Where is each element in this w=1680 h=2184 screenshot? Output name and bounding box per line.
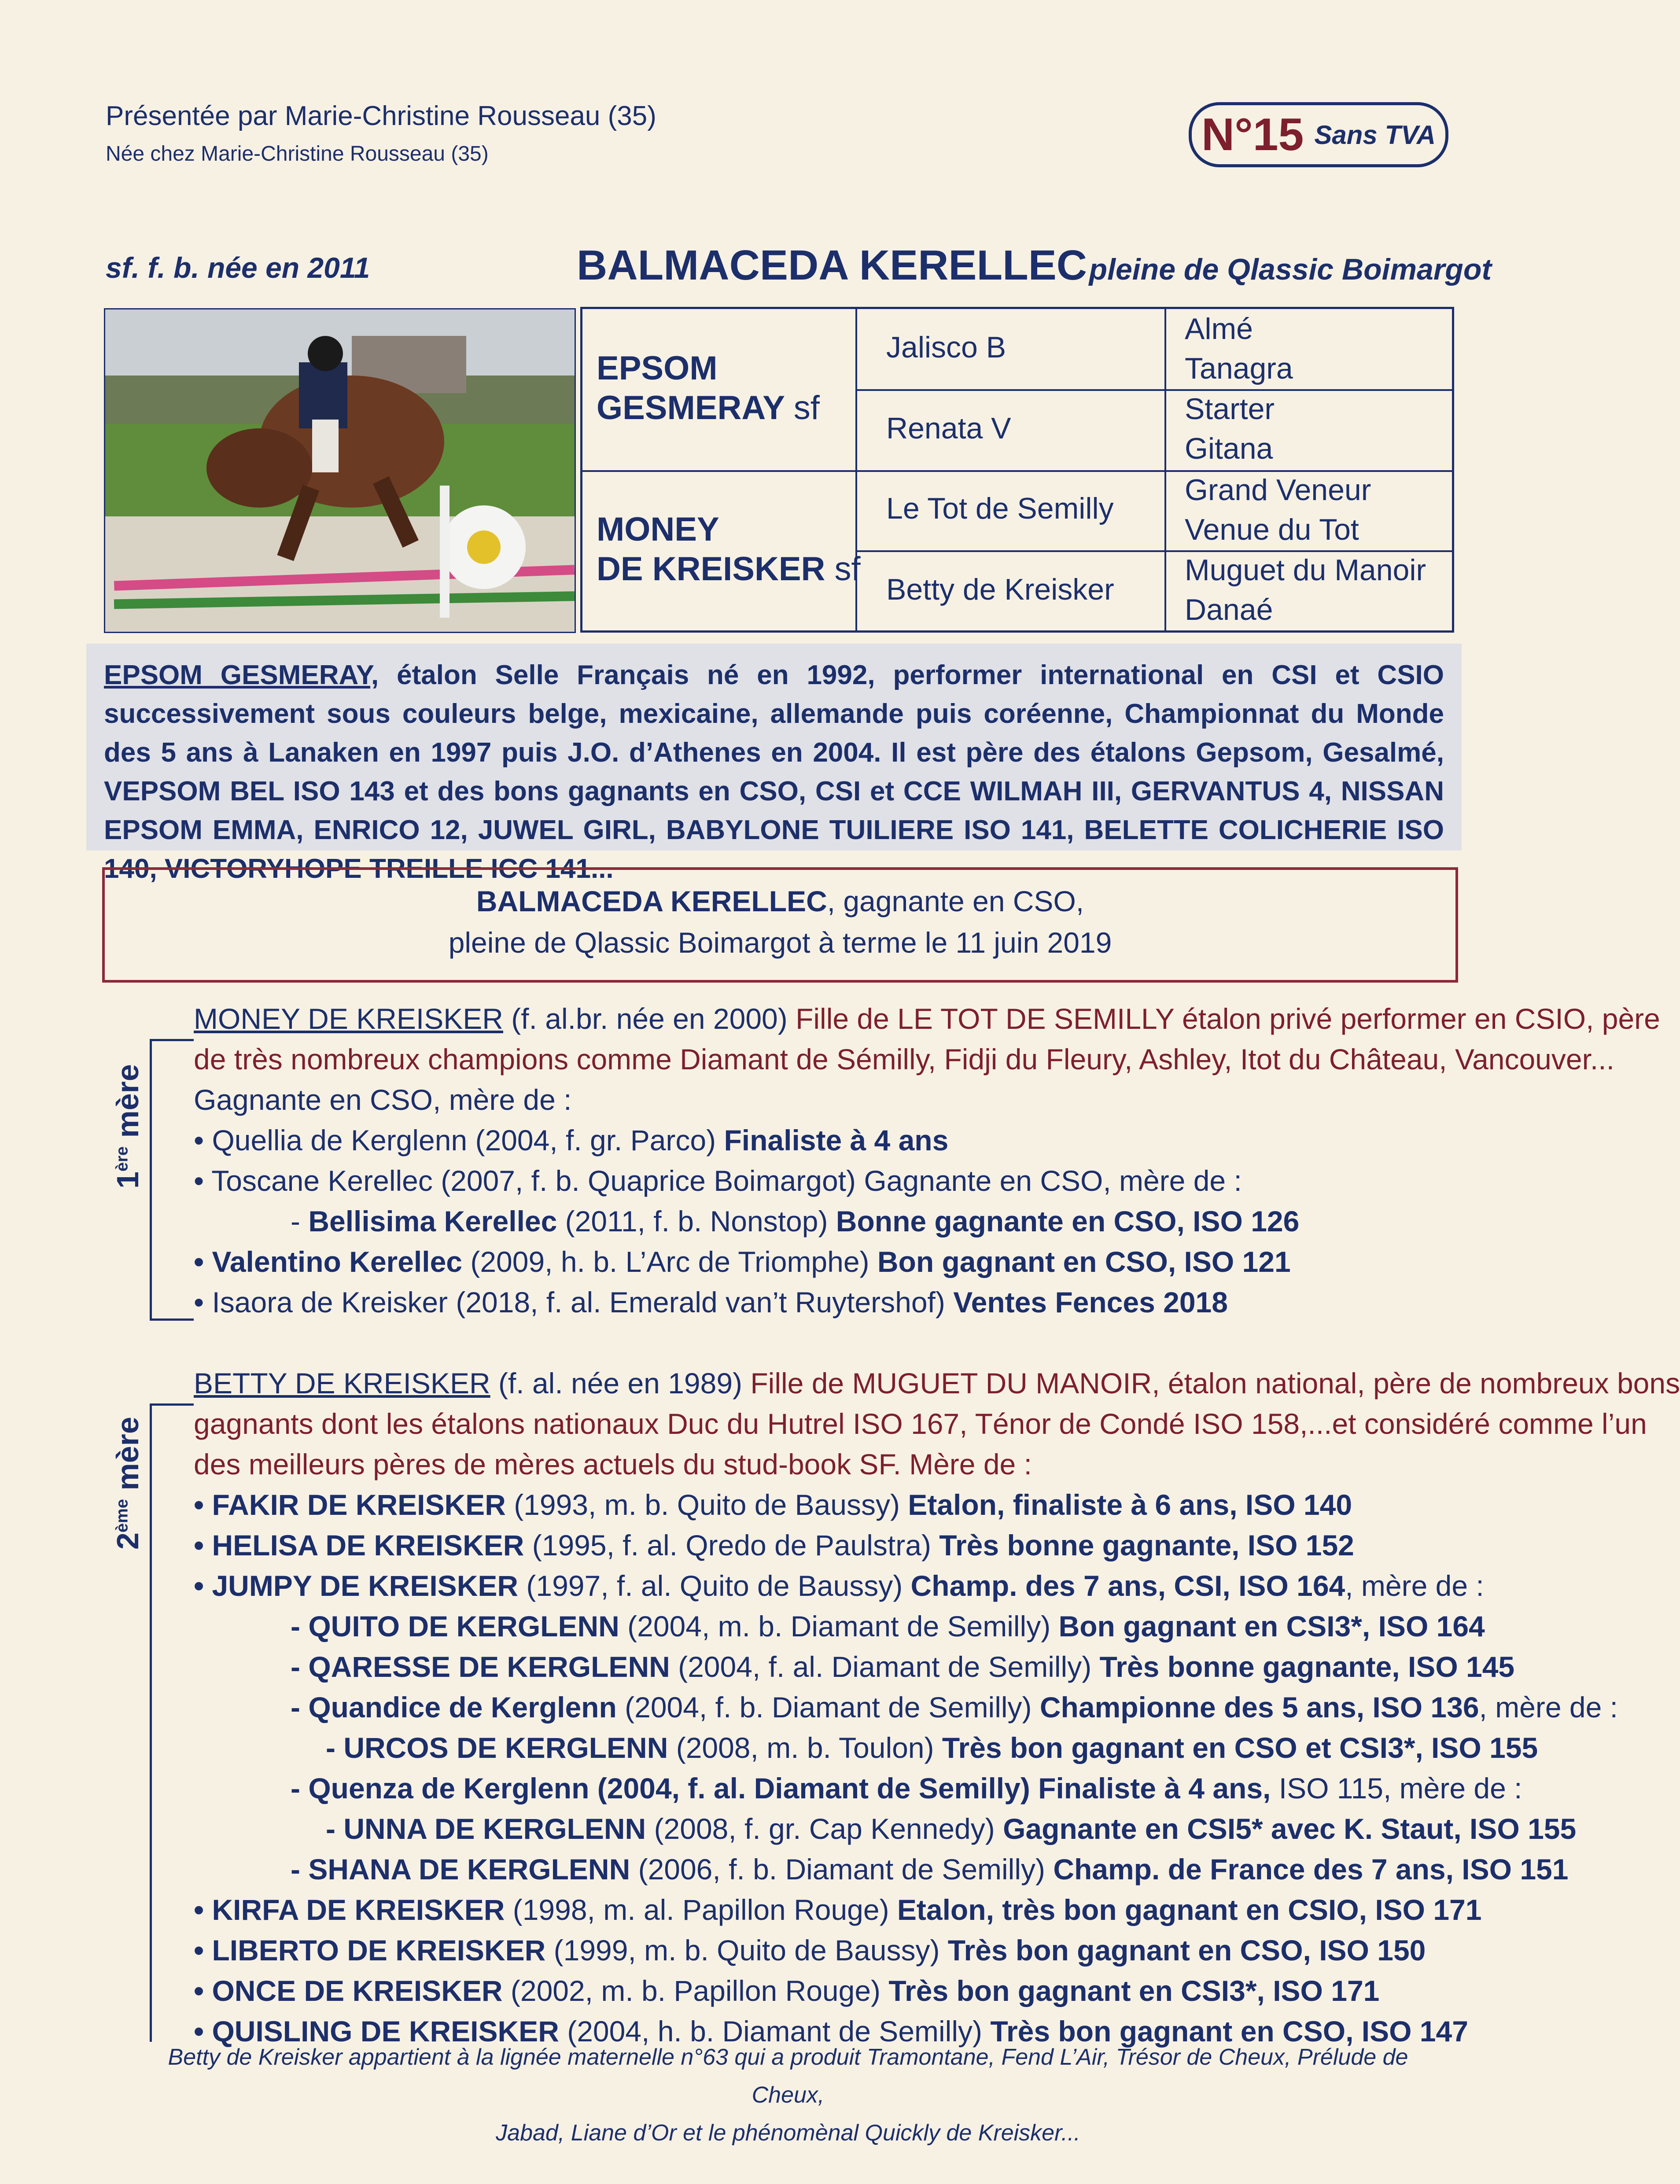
offspring-b: (2002, m. b. Papillon Rouge) xyxy=(502,1974,889,2007)
horse-name: BALMACEDA KERELLEC xyxy=(577,242,1087,289)
pedigree-ggp-2: Tanagra xyxy=(1185,352,1293,385)
sire-info-line-4: CSI et CCE WILMAH III, GERVANTUS 4, NISSAN EPSOM EMMA, ENRICO 12, JUWEL GIRL, BABYLONE TUILIERE ISO xyxy=(104,776,1444,845)
offspring-c: Finaliste à 4 ans, xyxy=(1038,1772,1271,1805)
offspring-a: • HELISA DE KREISKER xyxy=(194,1529,524,1562)
offspring-a: - QARESSE DE KERGLENN xyxy=(291,1650,670,1683)
pedigree-gp-1: Jalisco B xyxy=(886,331,1006,364)
result-line-1 xyxy=(105,880,1455,922)
offspring-c: Très bonne gagnante, ISO 145 xyxy=(1099,1650,1515,1683)
pedigree-ggp-3: Starter xyxy=(1185,392,1275,426)
sire-info-line-5: 141, BELETTE COLICHERIE ISO 140, VICTORYHOPE TREILLE ICC 141... xyxy=(104,815,1444,884)
second-dam-offspring-row xyxy=(291,1687,1618,1727)
footer-line-2: Jabad, Liane d’Or et le phénomènal Quickly de Kreisker... xyxy=(496,2120,1080,2146)
offspring-c: Championne des 5 ans, ISO 136 xyxy=(1039,1691,1479,1724)
lot-tax: Sans TVA xyxy=(1314,120,1436,150)
lot-badge xyxy=(1189,102,1448,167)
second-dam-offspring-row xyxy=(194,1525,1354,1565)
offspring-a: - UNNA DE KERGLENN xyxy=(326,1812,646,1845)
offspring-a: - Quenza de Kerglenn (2004, f. al. Diamant de Semilly) xyxy=(291,1772,1039,1805)
offspring-c: Très bon gagnant en CSO, ISO 150 xyxy=(947,1934,1426,1967)
maternal-line-note xyxy=(150,2038,1426,2152)
pedigree-ggp-5: Grand Veneur xyxy=(1185,473,1371,507)
second-dam-label: 2ème mère xyxy=(111,1417,145,1550)
lot-number: N°15 xyxy=(1201,109,1304,160)
offspring-c: Etalon, très bon gagnant en CSIO, ISO 171 xyxy=(897,1893,1482,1926)
offspring-c: Très bon gagnant en CSO, ISO 147 xyxy=(990,2015,1468,2048)
second-dam-line-3: des meilleurs pères de mères actuels du stud-book SF. Mère de : xyxy=(194,1448,1032,1481)
result-name: BALMACEDA KERELLEC xyxy=(476,885,827,917)
horse-subtitle: pleine de Qlassic Boimargot xyxy=(1089,253,1492,286)
offspring-b: (2008, f. gr. Cap Kennedy) xyxy=(646,1812,1003,1845)
first-dam-line-2: de très nombreux champions comme Diamant de Sémilly, Fidji du Fleury, Ashley, Itot du Château, Vancouver... xyxy=(194,1043,1614,1075)
second-dam-offspring-row xyxy=(291,1646,1514,1687)
first-dam-line-8: • Isaora de Kreisker (2018, f. al. Emerald van’t Ruytershof) Ventes Fences 2018 xyxy=(194,1286,1228,1319)
first-dam-section xyxy=(194,998,1660,1351)
offspring-b: (1997, f. al. Quito de Baussy) xyxy=(518,1569,911,1602)
first-dam-line-3: Gagnante en CSO, mère de : xyxy=(194,1083,572,1116)
pedigree-table xyxy=(580,307,1454,633)
second-dam-offspring-row xyxy=(291,1606,1485,1646)
offspring-a: • FAKIR DE KREISKER xyxy=(194,1488,506,1521)
first-dam-line-1: MONEY DE KREISKER (f. al.br. née en 2000) Fille de LE TOT DE SEMILLY étalon privé performer en CSIO, père xyxy=(194,1002,1660,1035)
pedigree-ggp-6: Venue du Tot xyxy=(1185,513,1359,546)
result-box xyxy=(102,867,1458,983)
presented-by: Présentée par Marie-Christine Rousseau (35) xyxy=(106,101,656,131)
first-dam-bracket-bottom xyxy=(150,1319,194,1321)
second-dam-line-1: BETTY DE KREISKER (f. al. née en 1989) Fille de MUGUET DU MANOIR, étalon national, père de nombreux bons xyxy=(194,1367,1680,1400)
offspring-b: (2006, f. b. Diamant de Semilly) xyxy=(630,1853,1054,1886)
sire-name: EPSOM GESMERAY sf xyxy=(597,350,820,427)
dam-name: MONEY DE KREISKER sf xyxy=(597,511,861,588)
footer-line-1: Betty de Kreisker appartient à la lignée maternelle n°63 qui a produit Tramontane, Fend L’Air, Trésor de Cheux, Prélude de Cheux, xyxy=(168,2044,1408,2108)
sire-info-line-2: couleurs belge, mexicaine, allemande puis coréenne, Championnat du Monde des 5 ans à Lanaken en 1997 puis J.O. xyxy=(104,699,1444,768)
second-dam-offspring-row xyxy=(326,1808,1576,1849)
offspring-c: Etalon, finaliste à 6 ans, ISO 140 xyxy=(908,1488,1352,1521)
offspring-a: - URCOS DE KERGLENN xyxy=(326,1731,668,1764)
sire-info-line-3: d’Athenes en 2004. Il est père des étalons Gepsom, Gesalmé, VEPSOM BEL ISO 143 et des bons gagnants en CSO, xyxy=(104,737,1444,807)
sire-info-name: EPSOM GESMERAY, xyxy=(104,660,379,690)
first-dam-line-5: • Toscane Kerellec (2007, f. b. Quaprice Boimargot) Gagnante en CSO, mère de : xyxy=(194,1164,1242,1197)
offspring-c: Très bon gagnant en CSI3*, ISO 171 xyxy=(888,1974,1380,2007)
second-dam-offspring-row xyxy=(194,1565,1484,1606)
first-dam-line-6: - Bellisima Kerellec (2011, f. b. Nonstop) Bonne gagnante en CSO, ISO 126 xyxy=(291,1205,1300,1237)
offspring-a: - SHANA DE KERGLENN xyxy=(291,1853,630,1886)
offspring-a: - QUITO DE KERGLENN xyxy=(291,1610,619,1643)
first-dam-name: MONEY DE KREISKER xyxy=(194,1002,503,1035)
second-dam-offspring-row xyxy=(194,1889,1481,1930)
offspring-a: • ONCE DE KREISKER xyxy=(194,1974,503,2007)
offspring-b: (2008, m. b. Toulon) xyxy=(668,1731,942,1764)
offspring-a: - Quandice de Kerglenn xyxy=(291,1691,617,1724)
second-dam-section xyxy=(194,1363,1680,2048)
first-dam-line-7: • Valentino Kerellec (2009, h. b. L’Arc de Triomphe) Bon gagnant en CSO, ISO 121 xyxy=(194,1245,1291,1278)
pedigree-gp-2: Renata V xyxy=(886,412,1011,445)
first-dam-line-4: • Quellia de Kerglenn (2004, f. gr. Parco) Finaliste à 4 ans xyxy=(194,1124,949,1156)
horse-title xyxy=(577,241,1492,290)
offspring-a: • QUISLING DE KREISKER xyxy=(194,2015,559,2048)
offspring-b: (1995, f. al. Qredo de Paulstra) xyxy=(524,1529,939,1562)
first-dam-bracket-top xyxy=(150,1039,194,1041)
offspring-c: Bon gagnant en CSI3*, ISO 164 xyxy=(1058,1610,1485,1643)
result-line-2: pleine de Qlassic Boimargot à terme le 11 juin 2019 xyxy=(448,926,1112,959)
first-dam-label: 1ère mère xyxy=(111,1064,145,1189)
offspring-d: ISO 115, mère de : xyxy=(1271,1772,1522,1805)
second-dam-offspring-row xyxy=(291,1768,1522,1808)
offspring-c: Gagnante en CSI5* avec K. Staut, ISO 155 xyxy=(1003,1812,1577,1845)
second-dam-name: BETTY DE KREISKER xyxy=(194,1367,490,1400)
second-dam-offspring-row xyxy=(194,1970,1379,2011)
second-dam-bracket xyxy=(150,1403,152,2042)
offspring-c: Champ. des 7 ans, CSI, ISO 164 xyxy=(910,1569,1345,1602)
jumping-photo-illustration xyxy=(105,309,575,632)
offspring-b: (2004, h. b. Diamant de Semilly) xyxy=(559,2015,991,2048)
first-dam-bracket xyxy=(150,1039,152,1321)
pedigree-ggp-7: Muguet du Manoir xyxy=(1185,553,1426,587)
sire-info-box xyxy=(86,644,1462,884)
offspring-b: (2004, f. b. Diamant de Semilly) xyxy=(616,1691,1040,1724)
pedigree-ggp-8: Danaé xyxy=(1185,593,1273,626)
pedigree-gp-4: Betty de Kreisker xyxy=(886,573,1114,606)
offspring-b: (2004, f. al. Diamant de Semilly) xyxy=(670,1650,1100,1683)
offspring-d: , mère de : xyxy=(1479,1691,1618,1724)
horse-photo xyxy=(104,308,576,633)
offspring-a: • JUMPY DE KREISKER xyxy=(194,1569,519,1602)
offspring-b: (2004, m. b. Diamant de Semilly) xyxy=(619,1610,1059,1643)
result-line-1-rest: , gagnante en CSO, xyxy=(827,885,1084,917)
second-dam-offspring-row xyxy=(194,1930,1426,1970)
pedigree-ggp-4: Gitana xyxy=(1185,432,1273,465)
pedigree-ggp-1: Almé xyxy=(1185,312,1253,346)
offspring-d: , mère de : xyxy=(1345,1569,1484,1602)
horse-description: sf. f. b. née en 2011 xyxy=(106,251,370,284)
offspring-b: (1998, m. al. Papillon Rouge) xyxy=(505,1893,897,1926)
offspring-c: Champ. de France des 7 ans, ISO 151 xyxy=(1053,1853,1569,1886)
second-dam-offspring-row xyxy=(291,1849,1568,1889)
second-dam-bracket-top xyxy=(150,1403,194,1406)
pedigree-gp-3: Le Tot de Semilly xyxy=(886,492,1114,525)
born-at: Née chez Marie-Christine Rousseau (35) xyxy=(106,142,489,166)
second-dam-offspring-row xyxy=(194,1484,1352,1525)
offspring-b: (1993, m. b. Quito de Baussy) xyxy=(505,1488,908,1521)
offspring-b: (1999, m. b. Quito de Baussy) xyxy=(545,1934,948,1967)
second-dam-line-2: gagnants dont les étalons nationaux Duc du Hutrel ISO 167, Ténor de Condé ISO 158,...et considéré comme l’un xyxy=(194,1407,1647,1440)
offspring-c: Très bonne gagnante, ISO 152 xyxy=(939,1529,1354,1562)
offspring-a: • KIRFA DE KREISKER xyxy=(194,1893,505,1926)
sire-info-line-1: étalon Selle Français né en 1992, performer international en CSI et CSIO successivement sous xyxy=(104,660,1444,729)
offspring-a: • LIBERTO DE KREISKER xyxy=(194,1934,546,1967)
offspring-c: Très bon gagnant en CSO et CSI3*, ISO 155 xyxy=(942,1731,1538,1764)
second-dam-offspring-row xyxy=(326,1727,1538,1768)
